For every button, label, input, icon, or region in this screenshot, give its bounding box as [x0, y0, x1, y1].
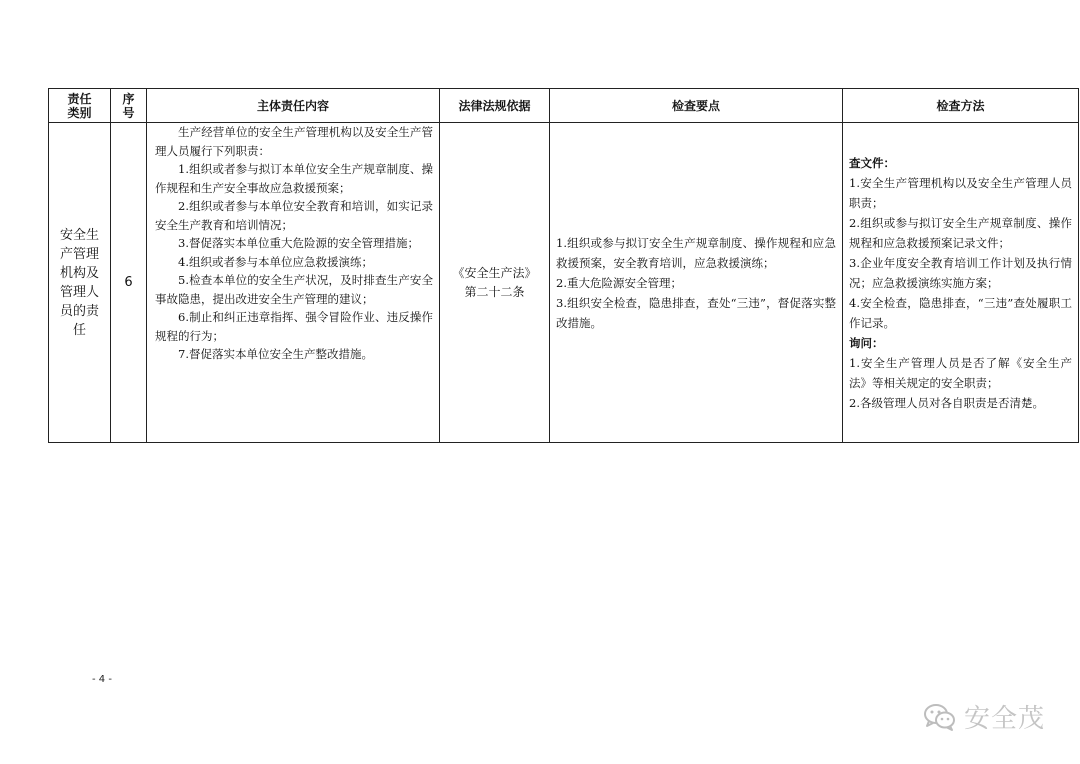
content-line: 6.制止和纠正违章指挥、强令冒险作业、违反操作规程的行为；: [155, 310, 433, 343]
inquiry-heading: 询问：: [849, 335, 884, 350]
point-item: 1.组织或参与拟订安全生产规章制度、操作规程和应急救援预案，安全教育培训，应急救援演练；: [556, 235, 836, 270]
header-law: 法律法规依据: [440, 89, 550, 123]
wechat-icon: [922, 699, 958, 735]
content-line: 5.检查本单位的安全生产状况，及时排查生产安全事故隐患，提出改进安全生产管理的建议；: [155, 273, 433, 306]
header-method: 检查方法: [843, 89, 1079, 123]
law-name: 《安全生产法》: [452, 265, 537, 280]
content-line: 1.组织或者参与拟订本单位安全生产规章制度、操作规程和生产安全事故应急救援预案；: [155, 162, 433, 195]
content-line: 3.督促落实本单位重大危险源的安全管理措施；: [178, 236, 419, 250]
docs-item: 4.安全检查，隐患排查，“三违”查处履职工作记录。: [849, 295, 1072, 330]
watermark: [922, 698, 1045, 735]
content-line: 4.组织或者参与本单位应急救援演练；: [178, 254, 373, 269]
inquiry-item: 1.安全生产管理人员是否了解《安全生产法》等相关规定的安全职责；: [849, 355, 1072, 390]
content-cell: [147, 123, 440, 443]
docs-heading: 查文件：: [849, 155, 895, 170]
content-line: 7.督促落实本单位安全生产整改措施。: [178, 347, 373, 361]
page-number: - 4 -: [92, 674, 112, 685]
table-row: [49, 123, 1079, 443]
header-number: 序号: [111, 89, 147, 123]
content-line: 生产经营单位的安全生产管理机构以及安全生产管理人员履行下列职责：: [155, 125, 433, 158]
header-points: 检查要点: [550, 89, 843, 123]
docs-item: 3.企业年度安全教育培训工作计划及执行情况；应急救援演练实施方案；: [849, 255, 1072, 290]
watermark-text: 安全茂: [964, 704, 1046, 734]
table-header-row: [49, 89, 1079, 123]
header-category: 责任类别: [49, 89, 111, 123]
content-line: 2.组织或者参与本单位安全教育和培训，如实记录安全生产教育和培训情况；: [155, 199, 433, 232]
point-item: 3.组织安全检查，隐患排查，查处“三违”，督促落实整改措施。: [556, 295, 836, 330]
number-cell: 6: [111, 123, 147, 443]
header-content: 主体责任内容: [147, 89, 440, 123]
category-text: 安全生产管理机构及管理人员的责任: [59, 227, 99, 338]
inquiry-item: 2.各级管理人员对各自职责是否清楚。: [849, 395, 1044, 410]
law-cell: [440, 123, 550, 443]
points-cell: [550, 123, 843, 443]
responsibility-table: [48, 88, 1079, 443]
docs-item: 1.安全生产管理机构以及安全生产管理人员职责；: [849, 175, 1072, 210]
point-item: 2.重大危险源安全管理；: [556, 275, 682, 290]
law-article: 第二十二条: [464, 284, 525, 299]
method-cell: [843, 123, 1079, 443]
category-cell: [49, 123, 111, 443]
docs-item: 2.组织或参与拟订安全生产规章制度、操作规程和应急救援预案记录文件；: [849, 215, 1072, 250]
